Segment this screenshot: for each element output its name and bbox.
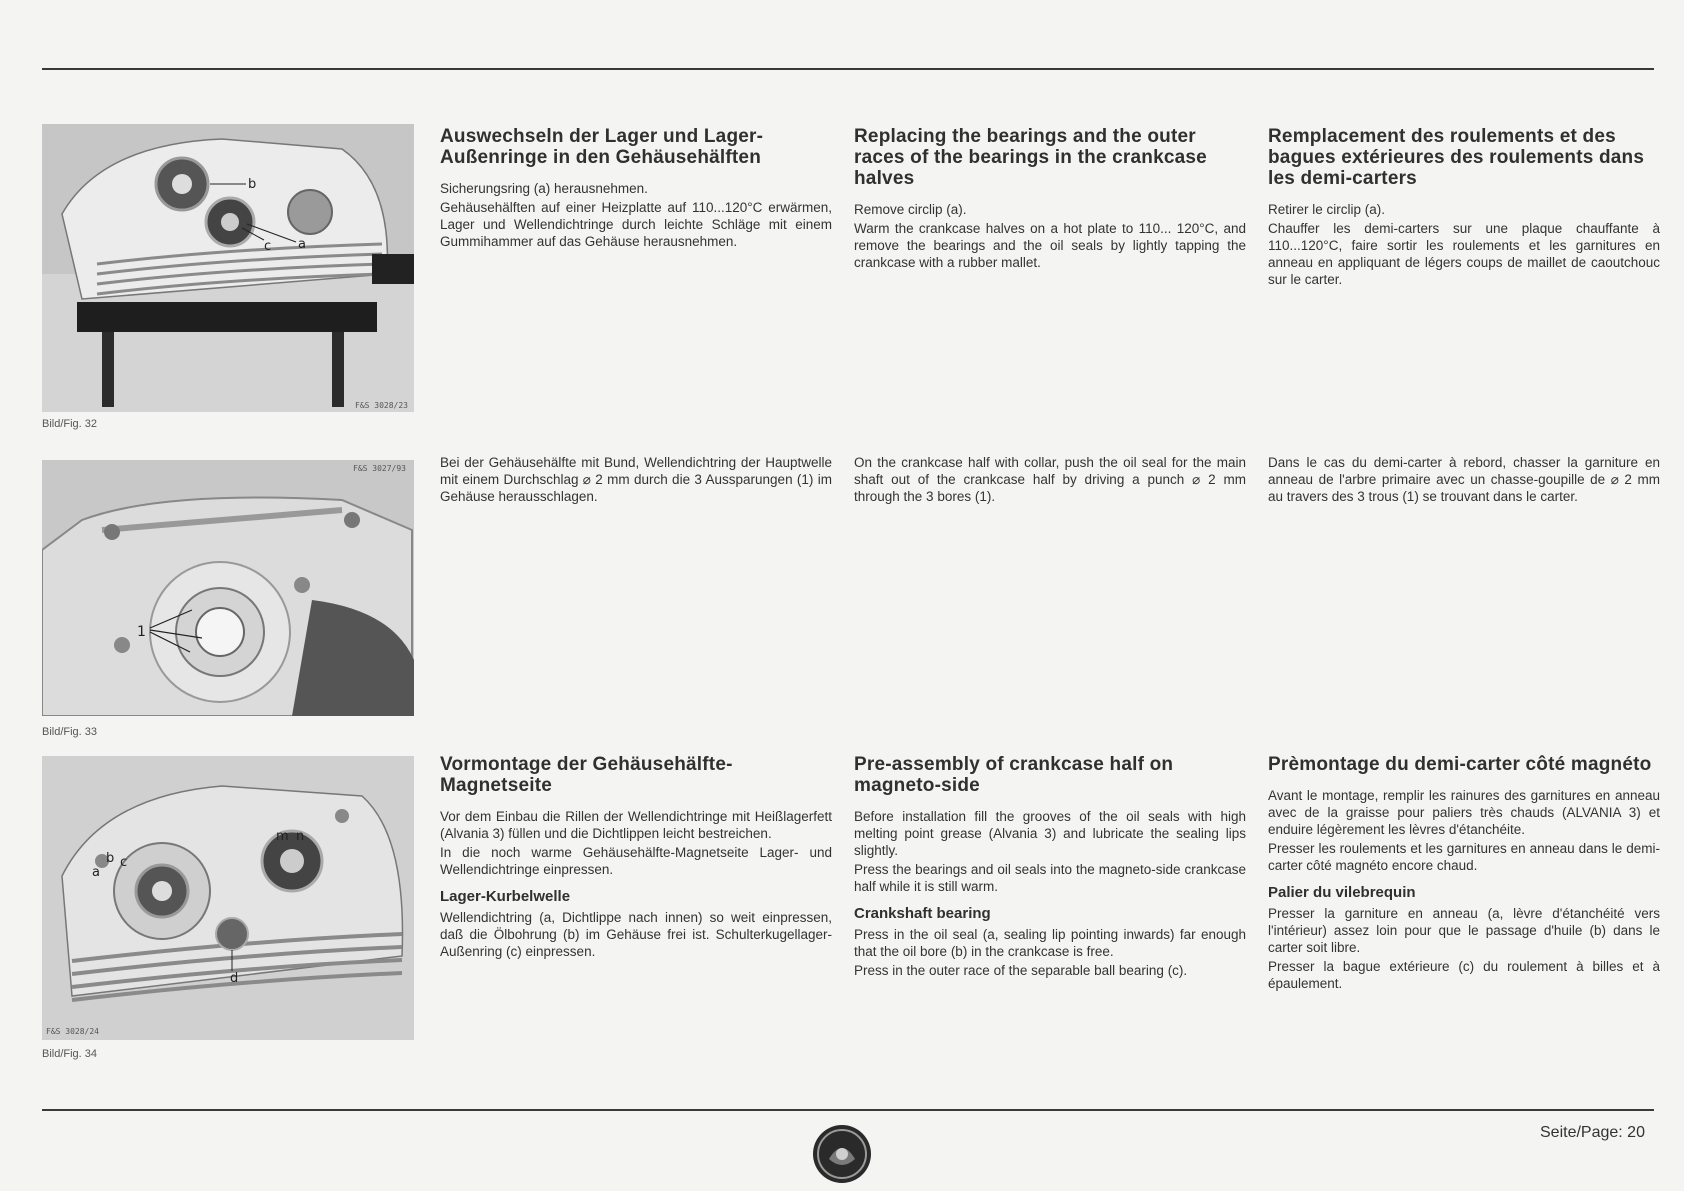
paragraph: Presser les roulements et les garnitures en anneau dans le demi-carter côté magnéto encore chaud.	[1268, 841, 1660, 873]
subheading: Lager-Kurbelwelle	[440, 888, 571, 905]
callout-b: b	[106, 851, 115, 866]
section-1-german	[440, 126, 832, 250]
paragraph: Before installation fill the grooves of the oil seals with high melting point grease (Alvania 3) and lubricate the sealing lips slightly.	[854, 809, 1246, 858]
paragraph: Press in the oil seal (a, sealing lip pointing inwards) far enough that the oil bore (b) in the crankcase is free.	[854, 927, 1246, 959]
section-heading: Vormontage der Gehäusehälfte-Magnetseite	[440, 754, 733, 796]
paragraph: Remove circlip (a).	[854, 202, 967, 217]
callout-c: c	[264, 239, 272, 254]
figure-34-label: Bild/Fig. 34	[42, 1048, 98, 1060]
callout-n: n	[296, 829, 305, 844]
figure-code: F&S 3028/23	[355, 401, 408, 410]
callout-d: d	[230, 971, 239, 986]
brand-logo-icon	[811, 1123, 873, 1185]
section-3-english	[854, 754, 1246, 979]
section-2-french	[1268, 454, 1660, 505]
paragraph: Press in the outer race of the separable ball bearing (c).	[854, 963, 1188, 978]
section-heading: Prèmontage du demi-carter côté magnéto	[1268, 754, 1652, 775]
section-1-english	[854, 126, 1246, 271]
bottom-rule	[42, 1109, 1654, 1111]
figure-code: F&S 3028/24	[46, 1027, 99, 1036]
section-2-german	[440, 454, 832, 505]
paragraph: In die noch warme Gehäusehälfte-Magnetseite Lager- und Wellendichtringe einpressen.	[440, 845, 832, 877]
page-number: Seite/Page: 20	[1540, 1124, 1645, 1141]
paragraph: Presser la garniture en anneau (a, lèvre d'étanchéité vers l'intérieur) assez loin pour que le passage d'huile (b) dans le carter soit libre.	[1268, 906, 1660, 955]
paragraph: Avant le montage, remplir les rainures des garnitures en anneau avec de la graisse pour paliers très chauds (ALVANIA 3) et enduire légèrement les lèvres d'étanchéite.	[1268, 788, 1660, 837]
section-heading: Pre-assembly of crankcase half on magneto-side	[854, 754, 1174, 796]
callout-1: 1	[137, 624, 146, 640]
section-heading: Remplacement des roulements et des bagues extérieures des roulements dans les demi-carters	[1268, 126, 1645, 189]
paragraph: Gehäusehälften auf einer Heizplatte auf 110...120°C erwärmen, Lager und Wellendichtringe durch leichte Schläge mit einem Gummihammer auf das Gehäuse herausnehmen.	[440, 200, 832, 249]
figure-33-photo	[42, 460, 414, 716]
section-3-french	[1268, 754, 1660, 992]
section-2-english	[854, 454, 1246, 505]
paragraph: Press the bearings and oil seals into the magneto-side crankcase half while it is still warm.	[854, 862, 1246, 894]
paragraph: Bei der Gehäusehälfte mit Bund, Wellendichtring der Hauptwelle mit einem Durchschlag ⌀ 2 mm durch die 3 Aussparungen (1) im Gehäuse herausschlagen.	[440, 455, 832, 504]
paragraph: On the crankcase half with collar, push the oil seal for the main shaft out of the crankcase half by driving a punch ⌀ 2 mm through the 3 bores (1).	[854, 455, 1246, 504]
callout-a: a	[92, 865, 100, 880]
figure-32-label: Bild/Fig. 32	[42, 418, 98, 430]
figure-32-photo	[42, 124, 414, 412]
paragraph: Chauffer les demi-carters sur une plaque chauffante à 110...120°C, faire sortir les roulements et les garnitures en anneau en appliquant de légers coups de maillet de caoutchouc sur le carter.	[1268, 221, 1660, 287]
callout-c: c	[120, 855, 128, 870]
paragraph: Presser la bague extérieure (c) du roulement à billes et à épaulement.	[1268, 959, 1660, 991]
paragraph: Vor dem Einbau die Rillen der Wellendichtringe mit Heißlagerfett (Alvania 3) füllen und die Dichtlippen leicht bestreichen.	[440, 809, 832, 841]
figure-code: F&S 3027/93	[353, 464, 406, 473]
paragraph: Warm the crankcase halves on a hot plate to 110... 120°C, and remove the bearings and the oil seals by lightly tapping the crankcase with a rubber mallet.	[854, 221, 1246, 270]
callout-m: m	[276, 829, 289, 844]
crankcase-collar-photo	[42, 460, 414, 716]
section-3-german	[440, 754, 832, 960]
section-1-french	[1268, 126, 1660, 288]
paragraph: Sicherungsring (a) herausnehmen.	[440, 181, 648, 196]
top-rule	[42, 68, 1654, 70]
paragraph: Wellendichtring (a, Dichtlippe nach innen) so weit einpressen, daß die Ölbohrung (b) im Gehäuse frei ist. Schulterkugellager-Außenring (c) einpressen.	[440, 910, 832, 959]
paragraph: Retirer le circlip (a).	[1268, 202, 1386, 217]
section-heading: Replacing the bearings and the outer races of the bearings in the crankcase halves	[854, 126, 1207, 189]
section-heading: Auswechseln der Lager und Lager-Außenringe in den Gehäusehälften	[440, 126, 764, 168]
figure-33-label: Bild/Fig. 33	[42, 726, 98, 738]
figure-34-photo	[42, 756, 414, 1040]
crankcase-heating-photo	[42, 124, 414, 412]
paragraph: Dans le cas du demi-carter à rebord, chasser la garniture en anneau de l'arbre primaire avec un chasse-goupille de ⌀ 2 mm au travers des 3 trous (1) se trouvant dans le carter.	[1268, 455, 1660, 504]
crankcase-magneto-photo	[42, 756, 414, 1040]
subheading: Palier du vilebrequin	[1268, 884, 1416, 901]
callout-a: a	[298, 237, 306, 252]
subheading: Crankshaft bearing	[854, 905, 991, 922]
callout-b: b	[248, 177, 257, 192]
